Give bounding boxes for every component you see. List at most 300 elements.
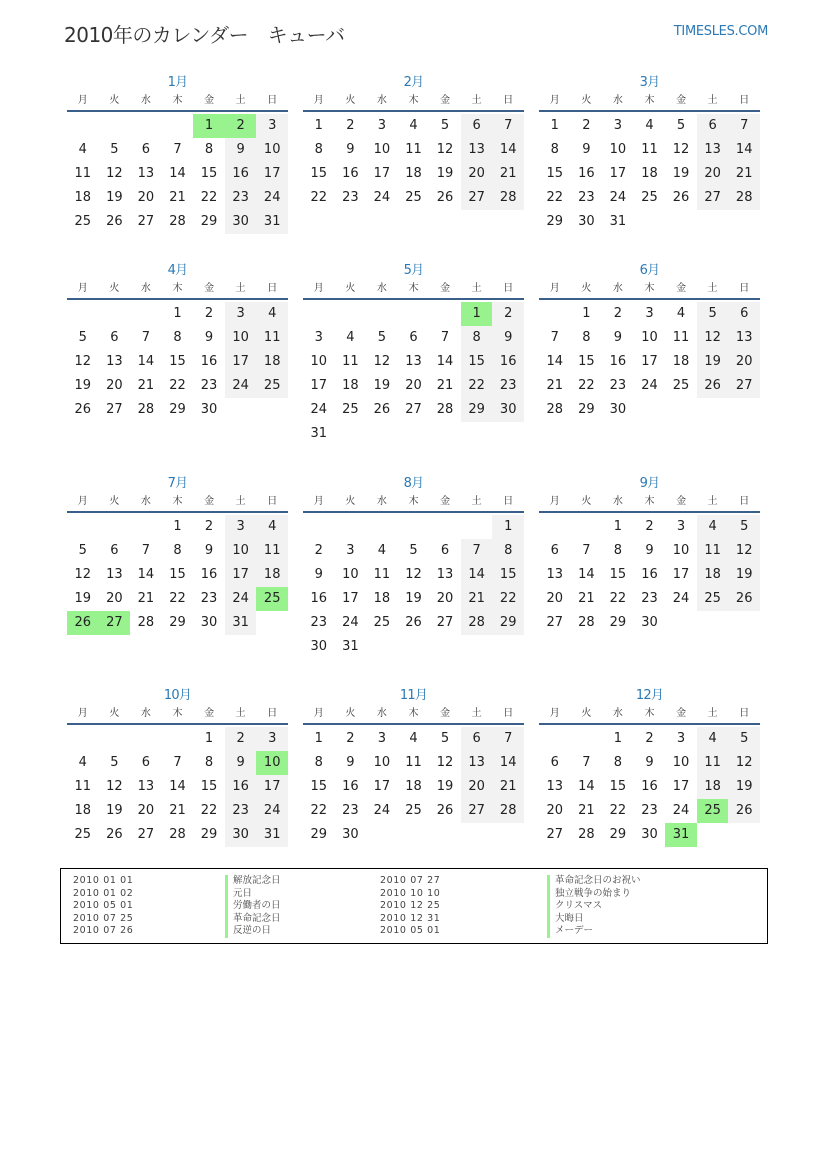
day-cell: 12 <box>728 539 760 563</box>
holiday-name: 労働者の日 <box>225 900 281 913</box>
day-cell: 22 <box>609 803 627 818</box>
day-cell: 24 <box>373 190 391 205</box>
day-cell: 19 <box>436 779 454 794</box>
day-cell: 15 <box>169 354 186 369</box>
day-cell: 9 <box>204 543 214 558</box>
day-cell: 27 <box>546 615 564 630</box>
day-cell: 13 <box>546 567 564 582</box>
holiday-dates-col1 <box>73 875 133 938</box>
day-cell: 3 <box>645 306 654 321</box>
day-cell: 19 <box>74 378 92 393</box>
day-cell: 30 <box>225 210 257 234</box>
weekday-label: 土 <box>235 496 246 507</box>
day-cell: 7 <box>550 330 559 345</box>
day-cell: 24 <box>310 402 328 417</box>
weekday-header <box>303 493 524 513</box>
day-cell: 7 <box>173 755 182 770</box>
holiday-name: メーデー <box>547 925 641 938</box>
weekday-label: 金 <box>440 95 451 106</box>
day-cell: 19 <box>106 803 123 818</box>
day-cell: 4 <box>377 543 387 558</box>
site-logo[interactable]: TIMESLES.COM <box>673 24 768 39</box>
day-cell: 30 <box>342 827 359 842</box>
day-cell: 26 <box>697 374 729 398</box>
weekday-label: 金 <box>440 283 451 294</box>
weekday-label: 金 <box>676 95 687 106</box>
day-cell: 15 <box>169 567 186 582</box>
holiday-date: 2010 12 31 <box>380 912 441 924</box>
empty-cell <box>398 302 430 326</box>
day-cell: 7 <box>492 727 524 751</box>
day-cell: 25 <box>256 374 288 398</box>
day-cell: 15 <box>609 779 627 794</box>
day-cell: 8 <box>613 543 623 558</box>
day-cell: 18 <box>697 775 729 799</box>
holiday-date: 2010 01 02 <box>73 887 134 899</box>
weekday-label: 金 <box>440 708 451 719</box>
day-cell: 15 <box>609 567 627 582</box>
day-cell: 19 <box>728 775 760 799</box>
day-cell: 17 <box>225 563 257 587</box>
day-cell: 10 <box>672 755 690 770</box>
day-cell: 29 <box>310 827 328 842</box>
day-cell: 12 <box>373 354 391 369</box>
day-cell: 10 <box>225 326 257 350</box>
day-cell: 16 <box>492 350 524 374</box>
day-cell: 2 <box>645 519 654 534</box>
day-cell: 14 <box>578 779 595 794</box>
day-cell: 25 <box>672 378 690 393</box>
day-grid <box>539 515 760 635</box>
weekday-label: 土 <box>471 283 482 294</box>
day-cell: 11 <box>74 166 92 181</box>
weekday-label: 火 <box>109 283 120 294</box>
day-cell: 21 <box>578 591 595 606</box>
day-cell: 16 <box>342 166 359 181</box>
weekday-label: 金 <box>204 708 215 719</box>
day-cell: 24 <box>256 799 288 823</box>
empty-cell <box>99 727 131 751</box>
holiday-date: 2010 07 26 <box>73 925 134 936</box>
day-cell: 3 <box>346 543 355 558</box>
holiday-date: 2010 10 10 <box>380 887 441 899</box>
empty-cell <box>429 515 461 539</box>
day-cell: 14 <box>492 751 524 775</box>
month-block <box>67 262 288 422</box>
day-cell: 6 <box>461 727 493 751</box>
day-cell: 3 <box>256 727 288 751</box>
holiday-name: 元日 <box>225 888 281 901</box>
day-cell: 8 <box>173 330 182 345</box>
weekday-label: 土 <box>707 283 718 294</box>
day-cell: 8 <box>204 755 214 770</box>
day-cell: 17 <box>342 591 359 606</box>
day-cell: 22 <box>169 378 186 393</box>
month-block <box>539 262 760 422</box>
day-cell: 29 <box>169 402 186 417</box>
day-cell: 5 <box>697 302 729 326</box>
weekday-label: 木 <box>408 95 419 106</box>
holiday-date: 2010 07 25 <box>73 912 134 924</box>
empty-cell <box>366 302 398 326</box>
day-cell: 10 <box>609 142 627 157</box>
weekday-label: 月 <box>77 496 88 507</box>
weekday-header <box>539 493 760 513</box>
empty-cell <box>130 727 162 751</box>
holiday-name: 解放記念日 <box>225 875 281 888</box>
day-cell: 29 <box>546 214 564 229</box>
day-cell: 11 <box>672 330 690 345</box>
weekday-label: 日 <box>503 708 514 719</box>
day-cell: 27 <box>137 827 155 842</box>
day-cell: 1 <box>613 731 623 746</box>
day-cell: 22 <box>578 378 595 393</box>
day-cell: 25 <box>405 190 422 205</box>
day-cell: 18 <box>405 779 422 794</box>
day-grid <box>67 727 288 847</box>
weekday-header <box>539 280 760 300</box>
day-cell: 26 <box>672 190 690 205</box>
weekday-label: 水 <box>612 708 623 719</box>
day-cell: 12 <box>697 326 729 350</box>
holiday-date: 2010 12 25 <box>380 900 441 911</box>
day-cell: 14 <box>461 563 493 587</box>
day-cell: 19 <box>436 166 454 181</box>
day-cell: 4 <box>645 118 654 133</box>
weekday-label: 土 <box>235 283 246 294</box>
day-cell: 27 <box>137 214 155 229</box>
day-cell: 26 <box>405 615 422 630</box>
day-cell: 4 <box>409 118 418 133</box>
weekday-label: 水 <box>140 708 151 719</box>
day-cell: 8 <box>314 755 323 770</box>
weekday-label: 水 <box>376 708 387 719</box>
empty-cell <box>67 727 99 751</box>
day-cell: 23 <box>641 803 658 818</box>
day-cell: 2 <box>204 306 214 321</box>
day-cell: 5 <box>110 755 119 770</box>
day-cell: 9 <box>346 142 355 157</box>
weekday-label: 日 <box>267 496 278 507</box>
month-name: 9月 <box>639 476 660 491</box>
day-cell: 3 <box>256 114 288 138</box>
day-cell: 6 <box>697 114 729 138</box>
day-cell: 13 <box>728 326 760 350</box>
month-block <box>67 475 288 635</box>
weekday-header <box>303 92 524 112</box>
day-cell: 6 <box>110 330 119 345</box>
day-cell: 15 <box>310 779 328 794</box>
day-cell: 11 <box>405 142 422 157</box>
day-cell: 3 <box>676 519 686 534</box>
day-cell: 15 <box>492 563 524 587</box>
day-cell: 25 <box>373 615 391 630</box>
day-cell: 21 <box>578 803 595 818</box>
holiday-names-col1 <box>225 875 281 938</box>
empty-cell <box>539 727 571 751</box>
day-cell: 24 <box>609 190 627 205</box>
weekday-label: 火 <box>345 708 356 719</box>
day-grid <box>303 515 524 659</box>
day-cell: 1 <box>582 306 591 321</box>
day-cell: 2 <box>492 302 524 326</box>
weekday-label: 土 <box>235 708 246 719</box>
day-cell: 8 <box>314 142 323 157</box>
holiday-name: 大晦日 <box>547 913 641 926</box>
day-cell: 31 <box>342 639 359 654</box>
month-name: 7月 <box>167 476 188 491</box>
day-cell: 24 <box>641 378 658 393</box>
weekday-header <box>67 493 288 513</box>
weekday-label: 火 <box>109 95 120 106</box>
weekday-label: 火 <box>345 95 356 106</box>
day-cell: 21 <box>492 775 524 799</box>
day-cell: 20 <box>405 378 422 393</box>
day-grid <box>303 114 524 210</box>
day-cell: 25 <box>405 803 422 818</box>
day-cell: 18 <box>342 378 359 393</box>
day-cell: 13 <box>436 567 454 582</box>
day-cell: 27 <box>405 402 422 417</box>
day-cell: 22 <box>609 591 627 606</box>
day-cell: 25 <box>342 402 359 417</box>
day-cell: 16 <box>225 162 257 186</box>
day-cell: 22 <box>169 591 186 606</box>
weekday-label: 水 <box>376 496 387 507</box>
day-cell: 27 <box>436 615 454 630</box>
month-name: 2月 <box>403 75 424 90</box>
day-cell: 4 <box>676 306 686 321</box>
day-cell: 8 <box>461 326 493 350</box>
holiday-day-cell: 1 <box>193 114 225 138</box>
day-cell: 18 <box>74 190 92 205</box>
day-cell: 23 <box>641 591 658 606</box>
day-cell: 4 <box>78 755 87 770</box>
day-cell: 20 <box>106 591 123 606</box>
weekday-label: 火 <box>345 496 356 507</box>
empty-cell <box>539 302 571 326</box>
day-cell: 1 <box>550 118 559 133</box>
weekday-label: 金 <box>204 496 215 507</box>
day-cell: 30 <box>609 402 627 417</box>
weekday-label: 木 <box>408 496 419 507</box>
day-cell: 20 <box>436 591 454 606</box>
day-cell: 21 <box>169 190 186 205</box>
day-cell: 9 <box>314 567 323 582</box>
day-cell: 24 <box>672 591 690 606</box>
day-cell: 11 <box>74 779 92 794</box>
day-cell: 11 <box>256 326 288 350</box>
day-cell: 27 <box>728 374 760 398</box>
day-cell: 29 <box>609 827 627 842</box>
holiday-day-cell: 25 <box>256 587 288 611</box>
empty-cell <box>67 515 99 539</box>
weekday-label: 日 <box>267 708 278 719</box>
weekday-label: 日 <box>267 283 278 294</box>
day-cell: 23 <box>578 190 595 205</box>
day-cell: 9 <box>582 142 591 157</box>
day-cell: 5 <box>440 118 450 133</box>
day-cell: 7 <box>173 142 182 157</box>
day-cell: 20 <box>461 775 493 799</box>
weekday-label: 火 <box>581 496 592 507</box>
day-cell: 18 <box>256 563 288 587</box>
day-cell: 19 <box>373 378 391 393</box>
holiday-date: 2010 07 27 <box>380 875 441 886</box>
day-cell: 6 <box>728 302 760 326</box>
day-cell: 5 <box>377 330 387 345</box>
day-cell: 8 <box>613 755 623 770</box>
day-cell: 3 <box>377 731 387 746</box>
weekday-label: 土 <box>707 708 718 719</box>
day-cell: 15 <box>461 350 493 374</box>
day-cell: 6 <box>550 543 559 558</box>
empty-cell <box>335 302 367 326</box>
day-cell: 18 <box>672 354 690 369</box>
day-cell: 9 <box>204 330 214 345</box>
day-cell: 11 <box>405 755 422 770</box>
day-cell: 11 <box>373 567 391 582</box>
month-block <box>539 687 760 847</box>
day-cell: 16 <box>200 354 218 369</box>
holiday-date: 2010 05 01 <box>380 925 441 936</box>
weekday-label: 月 <box>313 95 324 106</box>
weekday-label: 土 <box>707 95 718 106</box>
day-cell: 18 <box>697 563 729 587</box>
day-cell: 6 <box>110 543 119 558</box>
day-cell: 19 <box>728 563 760 587</box>
day-cell: 25 <box>74 827 92 842</box>
holiday-day-cell: 27 <box>99 611 131 635</box>
day-cell: 7 <box>582 543 591 558</box>
day-cell: 1 <box>173 519 182 534</box>
day-cell: 29 <box>578 402 595 417</box>
day-cell: 10 <box>342 567 359 582</box>
weekday-header <box>303 705 524 725</box>
day-cell: 14 <box>578 567 595 582</box>
holiday-day-cell: 26 <box>67 611 99 635</box>
day-cell: 31 <box>225 611 257 635</box>
day-cell: 23 <box>492 374 524 398</box>
day-cell: 2 <box>582 118 591 133</box>
day-cell: 4 <box>697 515 729 539</box>
day-cell: 6 <box>141 142 151 157</box>
day-cell: 1 <box>173 306 182 321</box>
day-cell: 23 <box>225 186 257 210</box>
day-cell: 9 <box>225 751 257 775</box>
empty-cell <box>539 515 571 539</box>
day-cell: 8 <box>550 142 559 157</box>
day-cell: 22 <box>461 374 493 398</box>
day-cell: 10 <box>373 755 391 770</box>
day-cell: 13 <box>137 166 155 181</box>
weekday-label: 月 <box>549 708 560 719</box>
day-cell: 14 <box>436 354 454 369</box>
weekday-header <box>67 280 288 300</box>
day-grid <box>67 515 288 635</box>
weekday-header <box>539 705 760 725</box>
weekday-label: 日 <box>267 95 278 106</box>
day-cell: 16 <box>225 775 257 799</box>
day-cell: 30 <box>225 823 257 847</box>
day-cell: 30 <box>641 827 658 842</box>
day-cell: 1 <box>314 731 323 746</box>
weekday-label: 木 <box>408 708 419 719</box>
weekday-label: 日 <box>503 496 514 507</box>
day-cell: 17 <box>672 779 690 794</box>
day-cell: 14 <box>137 354 155 369</box>
day-cell: 2 <box>346 731 355 746</box>
empty-cell <box>303 515 335 539</box>
weekday-label: 木 <box>644 496 655 507</box>
day-cell: 21 <box>436 378 454 393</box>
day-cell: 17 <box>373 166 391 181</box>
weekday-label: 木 <box>172 496 183 507</box>
day-cell: 15 <box>200 779 218 794</box>
month-block <box>303 262 524 446</box>
holiday-name: 革命記念日 <box>225 913 281 926</box>
weekday-label: 水 <box>612 283 623 294</box>
day-cell: 13 <box>461 751 493 775</box>
day-cell: 9 <box>346 755 355 770</box>
day-cell: 29 <box>461 398 493 422</box>
day-cell: 27 <box>106 402 123 417</box>
day-cell: 14 <box>546 354 564 369</box>
day-cell: 28 <box>169 827 186 842</box>
weekday-label: 火 <box>345 283 356 294</box>
empty-cell <box>130 114 162 138</box>
day-cell: 18 <box>256 350 288 374</box>
day-cell: 11 <box>697 539 729 563</box>
day-cell: 30 <box>578 214 595 229</box>
day-cell: 23 <box>342 190 359 205</box>
day-cell: 30 <box>200 402 218 417</box>
weekday-label: 土 <box>707 496 718 507</box>
day-cell: 28 <box>137 615 155 630</box>
day-cell: 5 <box>728 515 760 539</box>
day-cell: 19 <box>106 190 123 205</box>
day-cell: 1 <box>314 118 323 133</box>
day-cell: 13 <box>405 354 422 369</box>
day-cell: 11 <box>256 539 288 563</box>
day-cell: 16 <box>200 567 218 582</box>
day-cell: 25 <box>74 214 92 229</box>
day-cell: 18 <box>641 166 658 181</box>
day-cell: 22 <box>310 190 328 205</box>
day-cell: 13 <box>461 138 493 162</box>
day-cell: 29 <box>169 615 186 630</box>
day-cell: 2 <box>225 727 257 751</box>
weekday-label: 金 <box>440 496 451 507</box>
day-cell: 17 <box>641 354 658 369</box>
day-cell: 27 <box>461 186 493 210</box>
empty-cell <box>99 515 131 539</box>
empty-cell <box>571 515 603 539</box>
empty-cell <box>67 302 99 326</box>
day-cell: 30 <box>310 639 328 654</box>
empty-cell <box>366 515 398 539</box>
holiday-day-cell: 1 <box>461 302 493 326</box>
holiday-day-cell: 2 <box>225 114 257 138</box>
day-cell: 21 <box>728 162 760 186</box>
weekday-label: 月 <box>549 283 560 294</box>
day-cell: 14 <box>169 779 186 794</box>
holiday-names-col2 <box>547 875 641 938</box>
day-cell: 12 <box>728 751 760 775</box>
day-grid <box>303 727 524 847</box>
day-cell: 28 <box>137 402 155 417</box>
empty-cell <box>303 302 335 326</box>
